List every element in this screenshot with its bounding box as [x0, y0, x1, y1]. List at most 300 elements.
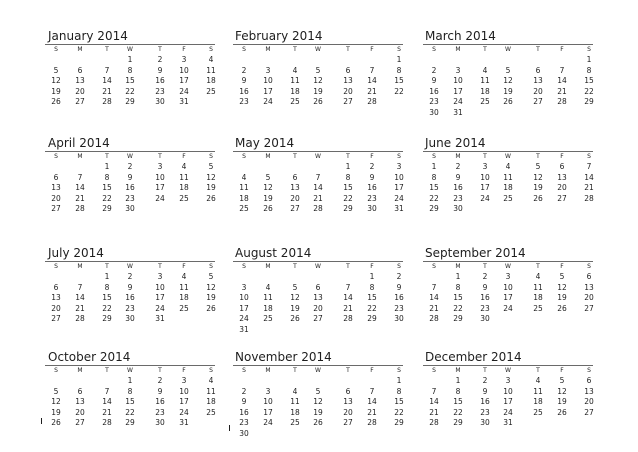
day-cell: 8 — [104, 172, 110, 182]
day-cell: 21 — [367, 407, 377, 417]
weekday-label: W — [315, 46, 321, 53]
day-cell: 23 — [125, 193, 135, 203]
month-title: August 2014 — [235, 246, 312, 260]
week-row — [233, 87, 403, 98]
weekday-label: T — [105, 153, 109, 160]
day-cell: 19 — [51, 86, 61, 96]
weekday-label: S — [397, 46, 401, 53]
day-cell: 13 — [584, 386, 594, 396]
day-cell: 18 — [179, 183, 189, 192]
weekday-label: S — [397, 153, 401, 160]
day-cell: 8 — [455, 386, 461, 396]
week-row — [45, 66, 215, 77]
day-cell: 28 — [429, 418, 439, 427]
day-cell: 5 — [53, 386, 59, 396]
margin-tick-mark — [41, 418, 42, 424]
day-cell: 5 — [315, 65, 321, 75]
day-cell: 7 — [369, 386, 375, 396]
weekday-label: S — [209, 46, 213, 53]
week-row — [45, 55, 215, 66]
week-row — [45, 194, 215, 205]
day-cell: 18 — [533, 397, 543, 406]
day-cell: 2 — [127, 272, 133, 281]
month-february — [233, 29, 403, 108]
day-cell: 19 — [313, 407, 323, 417]
day-cell: 19 — [557, 293, 567, 302]
day-cell: 23 — [125, 303, 135, 313]
day-cell: 19 — [51, 407, 61, 417]
weekday-label: T — [105, 367, 109, 374]
week-row — [423, 76, 593, 87]
day-cell: 5 — [292, 282, 298, 292]
day-cell: 31 — [394, 204, 404, 213]
day-cell: 9 — [241, 397, 247, 406]
weekday-label: T — [293, 46, 297, 53]
day-cell: 25 — [480, 97, 490, 106]
day-cell: 6 — [77, 65, 83, 75]
day-cell: 23 — [239, 418, 249, 427]
weekday-header-row — [45, 45, 215, 55]
weekday-label: T — [483, 153, 487, 160]
day-cell: 30 — [480, 314, 490, 323]
weekday-label: S — [587, 153, 591, 160]
day-cell: 6 — [53, 172, 59, 182]
month-may — [233, 136, 403, 215]
day-cell: 3 — [396, 162, 402, 171]
weekday-label: S — [397, 263, 401, 270]
day-cell: 12 — [51, 397, 61, 406]
day-cell: 19 — [503, 86, 513, 96]
day-cell: 4 — [181, 272, 187, 281]
day-cell: 20 — [557, 183, 567, 192]
day-cell: 2 — [431, 65, 437, 75]
week-row — [45, 87, 215, 98]
day-cell: 26 — [51, 97, 61, 106]
weekday-label: W — [127, 153, 133, 160]
day-cell: 12 — [51, 76, 61, 85]
day-cell: 6 — [292, 172, 298, 182]
day-cell: 21 — [102, 407, 112, 417]
weekday-header-row — [423, 262, 593, 272]
day-cell: 25 — [263, 314, 273, 323]
day-cell: 27 — [290, 204, 300, 213]
day-cell: 5 — [265, 172, 271, 182]
week-row — [45, 76, 215, 87]
day-cell: 21 — [102, 86, 112, 96]
day-cell: 1 — [104, 272, 110, 281]
day-cell: 26 — [290, 314, 300, 323]
day-cell: 8 — [431, 172, 437, 182]
day-cell: 3 — [265, 386, 271, 396]
month-title: January 2014 — [48, 29, 128, 43]
day-cell: 8 — [396, 386, 402, 396]
day-cell: 23 — [367, 193, 377, 203]
weekday-label: T — [483, 263, 487, 270]
day-cell: 23 — [453, 193, 463, 203]
month-title: April 2014 — [48, 136, 110, 150]
day-cell: 30 — [480, 418, 490, 427]
month-title: November 2014 — [235, 350, 332, 364]
day-cell: 8 — [127, 65, 133, 75]
day-cell: 27 — [557, 193, 567, 203]
day-cell: 25 — [290, 97, 300, 106]
week-row — [423, 204, 593, 215]
weekday-label: T — [293, 367, 297, 374]
weekday-label: M — [455, 263, 461, 270]
weekday-label: F — [182, 263, 186, 270]
day-cell: 29 — [343, 204, 353, 213]
week-row — [423, 173, 593, 184]
weekday-label: F — [182, 153, 186, 160]
day-cell: 2 — [482, 272, 488, 281]
day-cell: 14 — [367, 397, 377, 406]
day-cell: 16 — [480, 397, 490, 406]
day-cell: 11 — [179, 172, 189, 182]
day-cell: 16 — [125, 293, 135, 302]
day-cell: 24 — [239, 314, 249, 323]
weekday-label: S — [209, 367, 213, 374]
week-row — [423, 376, 593, 387]
day-cell: 5 — [53, 65, 59, 75]
day-cell: 26 — [206, 193, 216, 203]
day-cell: 21 — [75, 193, 85, 203]
weekday-header-row — [423, 366, 593, 376]
week-row — [423, 87, 593, 98]
day-cell: 13 — [75, 76, 85, 85]
day-cell: 26 — [51, 418, 61, 427]
weekday-label: T — [158, 263, 162, 270]
day-cell: 26 — [503, 97, 513, 106]
day-cell: 15 — [429, 183, 439, 192]
day-cell: 16 — [239, 407, 249, 417]
day-cell: 1 — [455, 376, 461, 385]
day-cell: 22 — [453, 303, 463, 313]
week-row — [233, 304, 403, 315]
day-cell: 24 — [179, 407, 189, 417]
day-cell: 17 — [239, 303, 249, 313]
day-cell: 18 — [290, 86, 300, 96]
weekday-label: S — [432, 263, 436, 270]
day-cell: 15 — [394, 397, 404, 406]
day-cell: 28 — [429, 314, 439, 323]
week-row — [233, 314, 403, 325]
weekday-label: S — [54, 367, 58, 374]
month-july — [45, 246, 215, 325]
day-cell: 1 — [345, 162, 351, 171]
day-cell: 19 — [290, 303, 300, 313]
week-row — [233, 429, 403, 440]
weekday-label: S — [397, 367, 401, 374]
day-cell: 26 — [557, 303, 567, 313]
day-cell: 30 — [429, 107, 439, 117]
day-cell: 20 — [343, 407, 353, 417]
day-cell: 18 — [480, 86, 490, 96]
weekday-label: T — [536, 263, 540, 270]
day-cell: 17 — [155, 183, 165, 192]
day-cell: 29 — [394, 418, 404, 427]
day-cell: 8 — [396, 65, 402, 75]
day-cell: 31 — [179, 97, 189, 106]
month-title: July 2014 — [48, 246, 104, 260]
day-cell: 31 — [179, 418, 189, 427]
day-cell: 22 — [343, 193, 353, 203]
day-cell: 1 — [455, 272, 461, 281]
day-cell: 12 — [290, 293, 300, 302]
month-september — [423, 246, 593, 325]
day-cell: 20 — [343, 86, 353, 96]
day-cell: 20 — [584, 293, 594, 302]
day-cell: 8 — [586, 65, 592, 75]
weekday-label: S — [587, 263, 591, 270]
week-row — [423, 194, 593, 205]
day-cell: 14 — [557, 76, 567, 85]
day-cell: 1 — [431, 162, 437, 171]
day-cell: 26 — [533, 193, 543, 203]
weekday-label: W — [505, 153, 511, 160]
day-cell: 10 — [155, 172, 165, 182]
month-january — [45, 29, 215, 108]
day-cell: 22 — [102, 303, 112, 313]
day-cell: 19 — [206, 293, 216, 302]
weekday-label: S — [54, 153, 58, 160]
day-cell: 27 — [584, 303, 594, 313]
weekday-label: S — [587, 367, 591, 374]
day-cell: 4 — [292, 65, 298, 75]
day-cell: 20 — [75, 407, 85, 417]
weekday-label: M — [455, 367, 461, 374]
day-cell: 27 — [75, 97, 85, 106]
day-cell: 7 — [104, 65, 110, 75]
day-cell: 27 — [533, 97, 543, 106]
month-november — [233, 350, 403, 439]
day-cell: 7 — [431, 282, 437, 292]
day-cell: 28 — [367, 97, 377, 106]
day-cell: 12 — [533, 172, 543, 182]
day-cell: 14 — [584, 172, 594, 182]
day-cell: 13 — [343, 76, 353, 85]
day-cell: 6 — [345, 65, 351, 75]
day-cell: 17 — [503, 397, 513, 406]
week-row — [423, 387, 593, 398]
weekday-label: W — [315, 263, 321, 270]
day-cell: 8 — [369, 282, 375, 292]
weekday-label: W — [505, 367, 511, 374]
day-cell: 12 — [206, 172, 216, 182]
weekday-label: T — [346, 46, 350, 53]
day-cell: 3 — [455, 65, 461, 75]
day-cell: 22 — [367, 303, 377, 313]
week-row — [45, 397, 215, 408]
weekday-label: T — [158, 367, 162, 374]
week-row — [233, 272, 403, 283]
weekday-label: S — [54, 263, 58, 270]
day-cell: 16 — [480, 293, 490, 302]
week-row — [423, 304, 593, 315]
weekday-label: M — [265, 46, 271, 53]
day-cell: 7 — [104, 386, 110, 396]
day-cell: 18 — [206, 76, 216, 85]
day-cell: 13 — [313, 293, 323, 302]
day-cell: 14 — [102, 397, 112, 406]
day-cell: 23 — [480, 303, 490, 313]
weekday-label: T — [483, 367, 487, 374]
day-cell: 18 — [179, 293, 189, 302]
weekday-label: T — [346, 263, 350, 270]
weekday-label: W — [505, 46, 511, 53]
day-cell: 2 — [241, 65, 247, 75]
day-cell: 31 — [155, 314, 165, 323]
day-cell: 17 — [503, 293, 513, 302]
day-cell: 13 — [51, 293, 61, 302]
week-row — [423, 408, 593, 419]
day-cell: 21 — [557, 86, 567, 96]
weekday-label: W — [127, 263, 133, 270]
day-cell: 16 — [429, 86, 439, 96]
week-row — [45, 283, 215, 294]
day-cell: 12 — [206, 282, 216, 292]
day-cell: 29 — [453, 418, 463, 427]
day-cell: 3 — [181, 376, 187, 385]
week-row — [233, 293, 403, 304]
day-cell: 9 — [396, 282, 402, 292]
weekday-header-row — [423, 45, 593, 55]
weekday-label: T — [536, 153, 540, 160]
day-cell: 21 — [367, 86, 377, 96]
day-cell: 27 — [51, 204, 61, 213]
weekday-label: W — [505, 263, 511, 270]
day-cell: 20 — [584, 397, 594, 406]
day-cell: 25 — [179, 303, 189, 313]
day-cell: 15 — [102, 293, 112, 302]
day-cell: 13 — [557, 172, 567, 182]
weekday-header-row — [233, 366, 403, 376]
day-cell: 17 — [179, 397, 189, 406]
day-cell: 24 — [480, 193, 490, 203]
month-title: October 2014 — [48, 350, 131, 364]
day-cell: 3 — [241, 282, 247, 292]
day-cell: 9 — [157, 65, 163, 75]
day-cell: 3 — [505, 376, 511, 385]
day-cell: 17 — [155, 293, 165, 302]
day-cell: 10 — [179, 65, 189, 75]
day-cell: 4 — [181, 162, 187, 171]
week-row — [233, 183, 403, 194]
weekday-label: W — [127, 46, 133, 53]
day-cell: 1 — [104, 162, 110, 171]
day-cell: 2 — [369, 162, 375, 171]
weekday-label: S — [242, 367, 246, 374]
week-row — [423, 272, 593, 283]
weekday-label: S — [209, 153, 213, 160]
month-december — [423, 350, 593, 429]
day-cell: 30 — [125, 204, 135, 213]
weekday-label: F — [370, 263, 374, 270]
weekday-header-row — [233, 152, 403, 162]
day-cell: 4 — [535, 272, 541, 281]
day-cell: 15 — [453, 293, 463, 302]
day-cell: 6 — [586, 272, 592, 281]
day-cell: 1 — [396, 376, 402, 385]
day-cell: 25 — [503, 193, 513, 203]
day-cell: 31 — [453, 107, 463, 117]
day-cell: 7 — [586, 162, 592, 171]
week-row — [45, 376, 215, 387]
day-cell: 2 — [157, 55, 163, 64]
day-cell: 6 — [53, 282, 59, 292]
day-cell: 11 — [206, 386, 216, 396]
day-cell: 9 — [241, 76, 247, 85]
weekday-label: W — [315, 367, 321, 374]
day-cell: 21 — [584, 183, 594, 192]
day-cell: 16 — [394, 293, 404, 302]
month-october — [45, 350, 215, 429]
day-cell: 2 — [396, 272, 402, 281]
day-cell: 6 — [77, 386, 83, 396]
week-row — [423, 55, 593, 66]
day-cell: 29 — [584, 97, 594, 106]
day-cell: 16 — [125, 183, 135, 192]
weekday-label: S — [432, 367, 436, 374]
week-row — [423, 183, 593, 194]
weekday-label: F — [560, 153, 564, 160]
day-cell: 24 — [453, 97, 463, 106]
day-cell: 10 — [480, 172, 490, 182]
day-cell: 9 — [127, 282, 133, 292]
month-title: May 2014 — [235, 136, 295, 150]
day-cell: 8 — [104, 282, 110, 292]
day-cell: 6 — [345, 386, 351, 396]
day-cell: 3 — [181, 55, 187, 64]
day-cell: 17 — [179, 76, 189, 85]
day-cell: 10 — [263, 397, 273, 406]
day-cell: 25 — [533, 407, 543, 417]
day-cell: 9 — [127, 172, 133, 182]
week-row — [233, 66, 403, 77]
day-cell: 25 — [179, 193, 189, 203]
week-row — [423, 314, 593, 325]
day-cell: 24 — [155, 303, 165, 313]
week-row — [423, 66, 593, 77]
day-cell: 27 — [584, 407, 594, 417]
day-cell: 19 — [533, 183, 543, 192]
day-cell: 29 — [453, 314, 463, 323]
day-cell: 5 — [505, 65, 511, 75]
day-cell: 18 — [533, 293, 543, 302]
day-cell: 5 — [208, 272, 214, 281]
day-cell: 23 — [480, 407, 490, 417]
week-row — [423, 418, 593, 429]
day-cell: 3 — [265, 65, 271, 75]
day-cell: 11 — [533, 282, 543, 292]
day-cell: 14 — [313, 183, 323, 192]
day-cell: 4 — [265, 282, 271, 292]
month-title: June 2014 — [425, 136, 486, 150]
day-cell: 13 — [51, 183, 61, 192]
day-cell: 17 — [453, 86, 463, 96]
day-cell: 4 — [535, 376, 541, 385]
month-title: September 2014 — [425, 246, 526, 260]
weekday-label: T — [105, 263, 109, 270]
weekday-label: M — [77, 263, 83, 270]
day-cell: 18 — [206, 397, 216, 406]
week-row — [423, 283, 593, 294]
week-row — [45, 173, 215, 184]
day-cell: 17 — [480, 183, 490, 192]
day-cell: 7 — [77, 282, 83, 292]
day-cell: 29 — [429, 204, 439, 213]
day-cell: 2 — [241, 386, 247, 396]
weekday-header-row — [45, 262, 215, 272]
